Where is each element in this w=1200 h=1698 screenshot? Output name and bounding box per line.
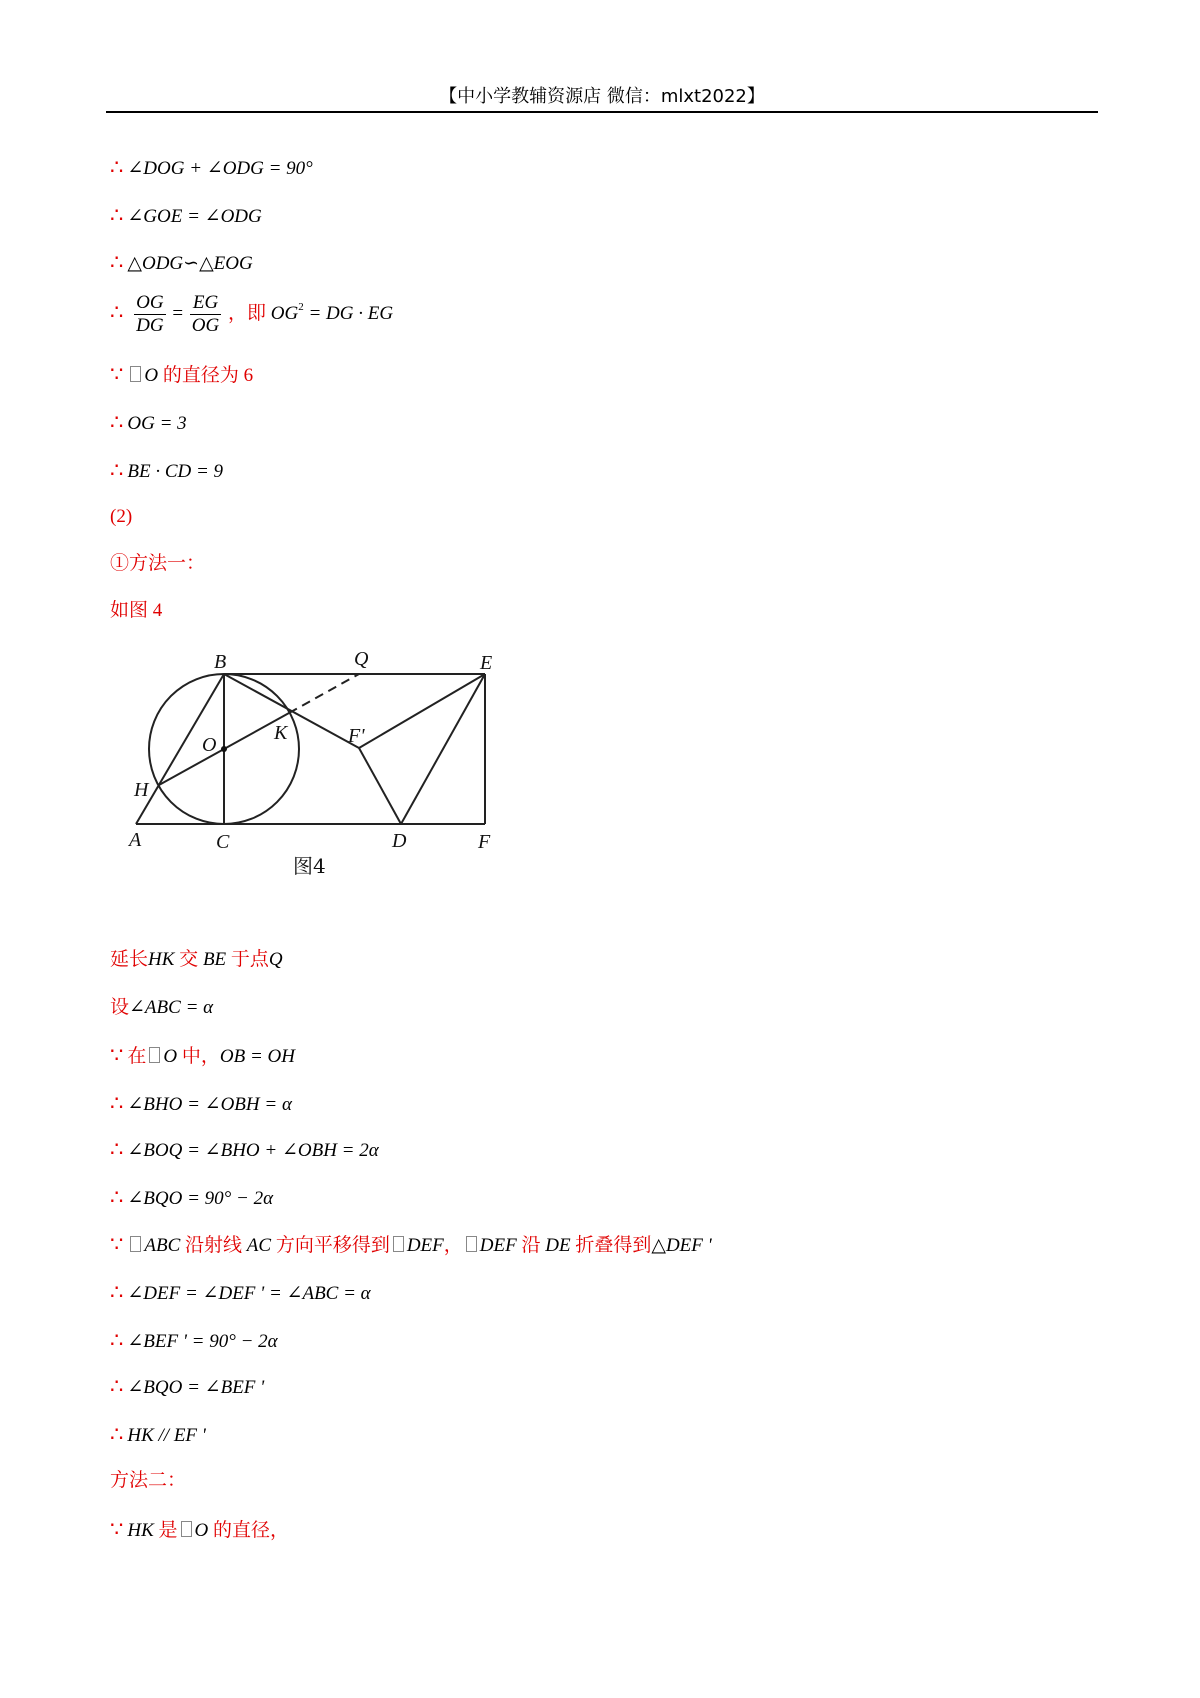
label-a: A	[129, 829, 142, 851]
math-expr: OG = 3	[127, 413, 187, 434]
math-var: AC	[246, 1235, 272, 1256]
figure-caption: 图4	[293, 854, 326, 878]
text: 的直径，	[208, 1520, 290, 1541]
step-line-13	[110, 1043, 295, 1069]
step-line-15	[110, 1137, 379, 1163]
segment-de	[401, 674, 485, 824]
therefore-symbol: ∴	[110, 410, 124, 434]
therefore-symbol: ∴	[110, 1328, 124, 1352]
math-expr: ∠BHO = ∠OBH = α	[127, 1094, 292, 1115]
math-expr: ∠BEF ' = 90° − 2α	[127, 1331, 278, 1352]
math-expr: HK // EF '	[127, 1425, 206, 1446]
math-var: BE	[202, 949, 227, 970]
therefore-symbol: ∴	[110, 203, 124, 227]
math-var: O	[194, 1520, 209, 1541]
text: 在	[127, 1046, 147, 1067]
math-expr: ∠BQO = ∠BEF '	[127, 1377, 265, 1398]
text: 中，	[177, 1046, 220, 1067]
because-symbol: ∵	[110, 1517, 124, 1541]
segment-kq-dashed	[289, 674, 359, 713]
therefore-symbol: ∴	[110, 1091, 124, 1115]
circle-symbol-icon	[181, 1521, 192, 1537]
text: 于点	[226, 949, 269, 970]
label-d: D	[392, 830, 407, 852]
text: 延长	[110, 949, 149, 970]
fraction-eg-og: $\frac{EG}{OG}$	[191, 292, 220, 336]
triangle-symbol-icon	[393, 1236, 404, 1252]
therefore-symbol: ∴	[110, 1422, 124, 1446]
math-var: DEF	[406, 1235, 444, 1256]
step-line-2	[110, 203, 262, 229]
math-var: HK	[148, 949, 175, 970]
step-line-21	[110, 1422, 206, 1448]
header-rule	[106, 111, 1098, 113]
therefore-symbol: ∴	[110, 1137, 124, 1161]
text-ie: ，即	[228, 302, 267, 324]
step-line-6	[110, 410, 187, 436]
math-var: △DEF '	[651, 1235, 712, 1256]
step-line-17	[110, 1232, 712, 1258]
label-h: H	[134, 779, 149, 801]
step-line-11	[110, 948, 283, 972]
text: 沿	[516, 1235, 546, 1256]
step-line-18	[110, 1280, 371, 1306]
math-expr: ∠BQO = 90° − 2α	[127, 1188, 274, 1209]
math-var: Q	[268, 949, 283, 970]
math-expr: ∠DOG + ∠ODG = 90°	[127, 158, 313, 179]
geometry-figure	[118, 638, 518, 878]
step-line-14	[110, 1091, 292, 1117]
fraction-og-dg: $\frac{OG}{DG}$	[136, 292, 164, 336]
therefore-symbol: ∴	[110, 250, 124, 274]
math-expr: ∠BOQ = ∠BHO + ∠OBH = 2α	[127, 1140, 379, 1161]
math-expr: ∠ABC = α	[129, 997, 214, 1018]
label-f-prime: F'	[348, 725, 365, 747]
math-expr: OG	[270, 302, 299, 324]
label-f: F	[478, 831, 491, 853]
step-line-4	[110, 292, 393, 337]
label-c: C	[216, 831, 230, 853]
text: 的直径为 6	[158, 365, 254, 386]
math-var: HK	[127, 1520, 154, 1541]
method-two-label: 方法二：	[110, 1470, 187, 1491]
step-line-12	[110, 996, 213, 1020]
triangle-symbol-icon	[466, 1236, 477, 1252]
segment-f-prime-e	[359, 674, 485, 748]
label-b: B	[214, 651, 227, 673]
therefore-symbol: ∴	[110, 1280, 124, 1304]
method-one-label: ①方法一：	[110, 553, 206, 574]
step-line-3	[110, 250, 253, 276]
step-line-16	[110, 1185, 273, 1211]
therefore-symbol: ∴	[110, 1185, 124, 1209]
step-line-5	[110, 362, 253, 388]
segment-f-prime-d	[359, 748, 401, 824]
circle-symbol-icon	[149, 1047, 160, 1063]
math-var: O	[163, 1046, 178, 1067]
math-expr: ∠GOE = ∠ODG	[127, 206, 262, 227]
step-line-20	[110, 1374, 264, 1400]
therefore-symbol: ∴	[110, 299, 124, 324]
step-line-19	[110, 1328, 278, 1354]
math-expr: ∠DEF = ∠DEF ' = ∠ABC = α	[127, 1283, 371, 1304]
math-var: ABC	[144, 1235, 181, 1256]
because-symbol: ∵	[110, 1232, 124, 1256]
exponent: 2	[298, 300, 304, 313]
text: 设	[110, 997, 130, 1018]
therefore-symbol: ∴	[110, 458, 124, 482]
text: ，	[443, 1235, 463, 1256]
label-q: Q	[354, 648, 369, 670]
therefore-symbol: ∴	[110, 155, 124, 179]
math-expr: BE · CD = 9	[127, 461, 224, 482]
step-line-1	[110, 155, 313, 181]
center-point-o	[221, 746, 227, 752]
text: 方向平移得到	[271, 1235, 390, 1256]
text: 是	[153, 1520, 178, 1541]
step-line-23	[110, 1517, 289, 1543]
therefore-symbol: ∴	[110, 1374, 124, 1398]
label-e: E	[480, 652, 493, 674]
step-line-7	[110, 458, 223, 484]
section-label: (2)	[110, 506, 133, 527]
math-var: O	[144, 365, 159, 386]
circle-symbol-icon	[130, 366, 141, 382]
triangle-symbol-icon	[130, 1236, 141, 1252]
math-var: DEF	[479, 1235, 517, 1256]
label-o: O	[202, 734, 217, 756]
math-expr: OB = OH	[219, 1046, 295, 1067]
page-header: 【中小学教辅资源店 微信：mlxt2022】	[439, 86, 765, 107]
math-expr: = DG · EG	[303, 302, 394, 324]
label-k: K	[274, 722, 288, 744]
math-var: DE	[545, 1235, 571, 1256]
text: 交	[174, 949, 203, 970]
text: 折叠得到	[570, 1235, 652, 1256]
figure-reference: 如图 4	[110, 600, 163, 621]
because-symbol: ∵	[110, 362, 124, 386]
because-symbol: ∵	[110, 1043, 124, 1067]
math-expr: △ODG∽△EOG	[127, 253, 253, 274]
text: 沿射线	[180, 1235, 247, 1256]
equals-sign: =	[172, 302, 184, 324]
